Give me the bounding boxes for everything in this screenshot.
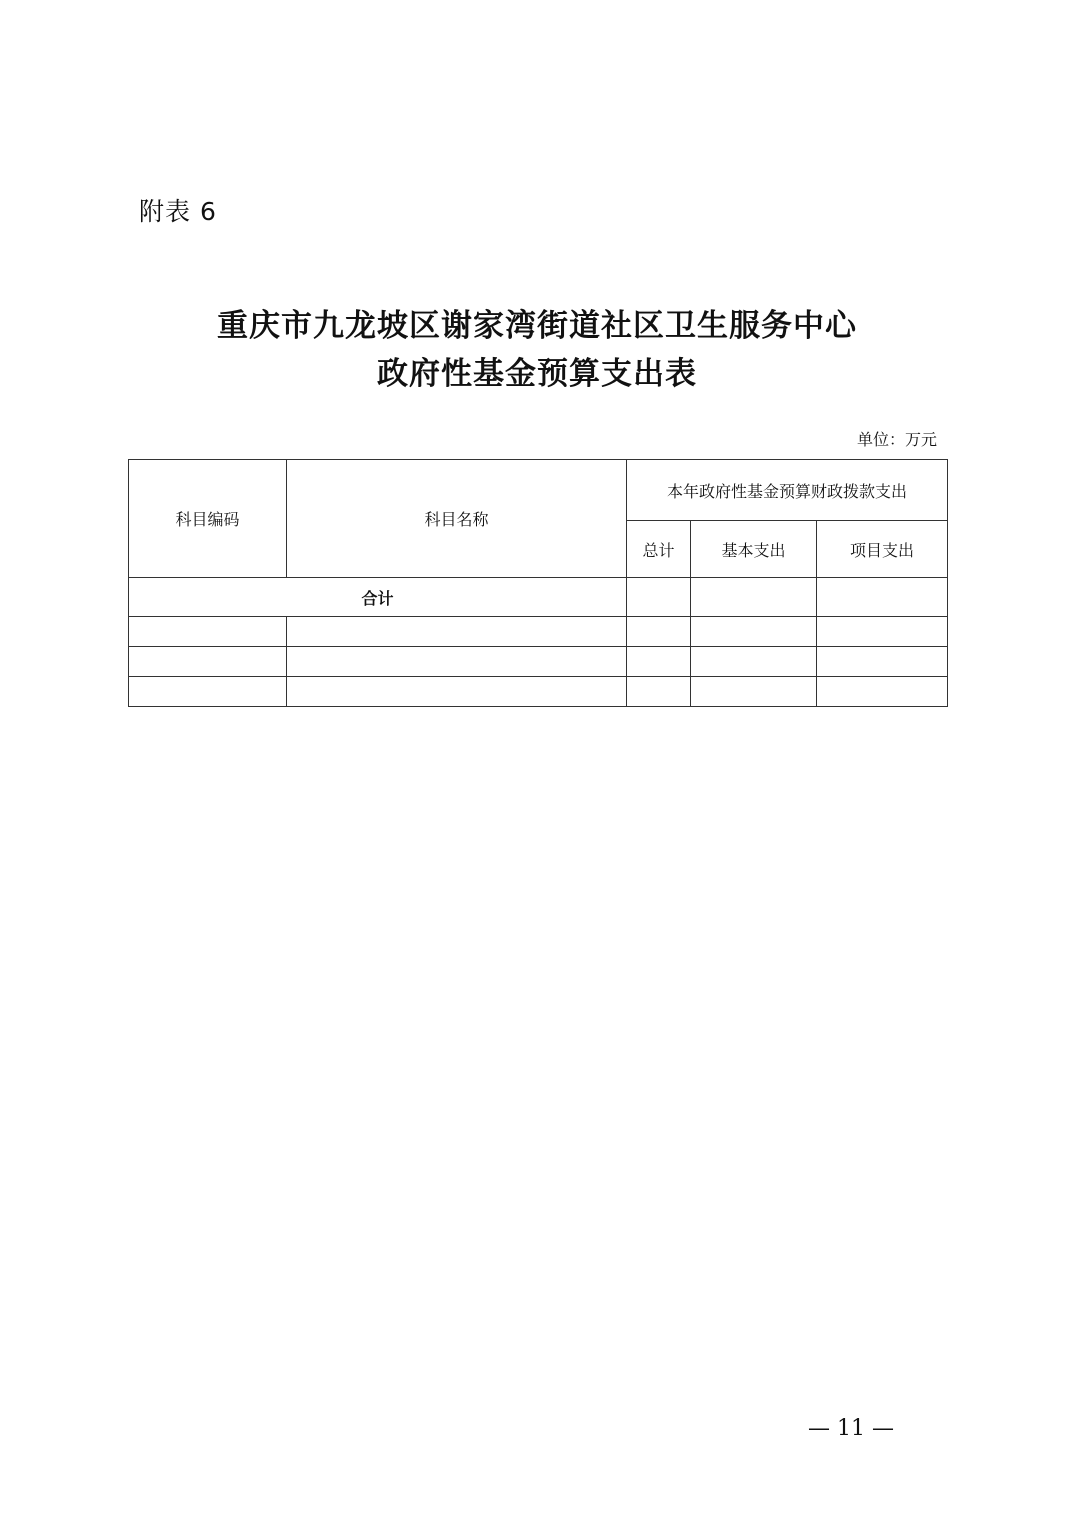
table-cell (691, 617, 817, 647)
table-cell (691, 677, 817, 707)
attachment-label: 附表 6 (139, 197, 217, 226)
table-cell (129, 647, 287, 677)
table-cell (129, 677, 287, 707)
table-header-row (129, 460, 948, 521)
table-cell (627, 677, 691, 707)
total-cell (627, 578, 691, 617)
unit-label: 单位：万元 (856, 430, 937, 449)
table-cell (627, 647, 691, 677)
table-row (129, 647, 948, 677)
total-basic-cell (691, 578, 817, 617)
budget-table (128, 459, 948, 707)
table-cell (817, 647, 948, 677)
table-cell (627, 617, 691, 647)
table-total-row (129, 578, 948, 617)
header-subject-code: 科目编码 (129, 460, 287, 578)
table-cell (129, 617, 287, 647)
table-cell (691, 647, 817, 677)
table-cell (287, 647, 627, 677)
header-basic-expenditure: 基本支出 (691, 521, 817, 578)
table-cell (817, 677, 948, 707)
total-label: 合计 (129, 578, 627, 617)
table-cell (817, 617, 948, 647)
document-title-line1: 重庆市九龙坡区谢家湾街道社区卫生服务中心 (217, 308, 857, 344)
document-title-line2: 政府性基金预算支出表 (377, 356, 697, 392)
header-fund-expenditure-group: 本年政府性基金预算财政拨款支出 (627, 460, 948, 521)
table-cell (287, 677, 627, 707)
header-total: 总计 (627, 521, 691, 578)
table-cell (287, 617, 627, 647)
page-number: — 11 — (808, 1416, 894, 1441)
header-subject-name: 科目名称 (287, 460, 627, 578)
header-project-expenditure: 项目支出 (817, 521, 948, 578)
table-row (129, 677, 948, 707)
table-row (129, 617, 948, 647)
total-project-cell (817, 578, 948, 617)
